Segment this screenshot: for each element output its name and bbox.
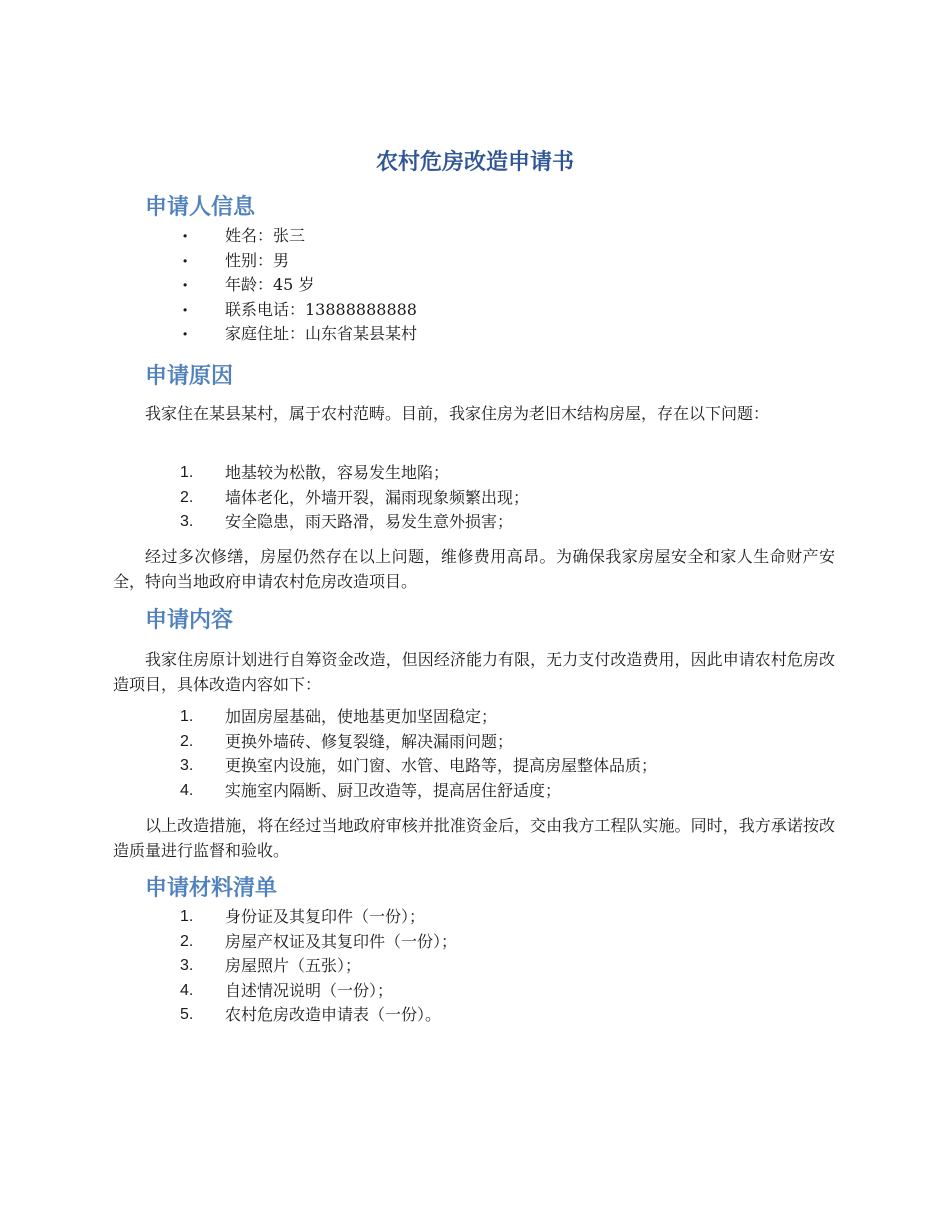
list-number: 2. (180, 488, 194, 506)
list-item-text: 农村危房改造申请表（一份）。 (225, 1005, 442, 1024)
list-item-text: 家庭住址：山东省某县某村 (225, 324, 418, 343)
list-item-text: 房屋照片（五张）； (225, 956, 362, 975)
heading-applicant-info: 申请人信息 (145, 195, 256, 220)
list-number: 4. (180, 781, 194, 799)
list-item-text: 更换外墙砖、修复裂缝，解决漏雨问题； (225, 731, 514, 751)
heading-reason: 申请原因 (145, 364, 234, 389)
list-item-text: 更换室内设施，如门窗、水管、电路等，提高房屋整体品质； (225, 756, 658, 775)
list-number: 1. (180, 708, 194, 725)
list-item-text: 房屋产权证及其复印件（一份）； (225, 931, 458, 951)
list-item-text: 自述情况说明（一份）； (225, 980, 394, 1000)
list-item-text: 姓名：张三 (225, 226, 306, 245)
content-conclusion-paragraph: 以上改造措施，将在经过当地政府审核并批准资金后，交由我方工程队实施。同时，我方承诺按改造质量进行监督和验收。 (113, 816, 835, 860)
bullet-icon: • (183, 327, 188, 341)
list-item-text: 加固房屋基础，使地基更加坚固稳定； (225, 707, 498, 726)
list-number: 4. (180, 981, 194, 999)
document-title: 农村危房改造申请书 (375, 150, 574, 175)
list-item-text: 地基较为松散，容易发生地陷； (225, 463, 450, 482)
heading-content: 申请内容 (145, 608, 234, 633)
list-item-text: 性别：男 (225, 250, 290, 270)
list-item-text: 联系电话：13888888888 (225, 299, 417, 319)
list-number: 1. (180, 908, 194, 925)
list-number: 3. (180, 957, 194, 974)
heading-materials: 申请材料清单 (145, 876, 278, 901)
list-item-text: 年龄：45 岁 (225, 275, 315, 294)
list-number: 1. (180, 464, 194, 481)
reason-intro-paragraph: 我家住在某县某村，属于农村范畴。目前，我家住房为老旧木结构房屋，存在以下问题： (145, 404, 770, 423)
content-intro-paragraph: 我家住房原计划进行自筹资金改造，但因经济能力有限，无力支付改造费用，因此申请农村危房改造项目，具体改造内容如下： (113, 650, 835, 694)
list-number: 5. (180, 1006, 194, 1023)
list-number: 3. (180, 757, 194, 774)
bullet-icon: • (183, 278, 188, 292)
bullet-icon: • (183, 253, 188, 268)
bullet-icon: • (183, 302, 188, 317)
list-number: 2. (180, 732, 194, 750)
reason-conclusion-paragraph: 经过多次修缮，房屋仍然存在以上问题，维修费用高昂。为确保我家房屋安全和家人生命财产安全，特向当地政府申请农村危房改造项目。 (113, 547, 835, 591)
list-item-text: 实施室内隔断、厨卫改造等，提高居住舒适度； (225, 780, 562, 800)
list-number: 2. (180, 932, 194, 950)
list-number: 3. (180, 513, 194, 530)
list-item-text: 身份证及其复印件（一份）； (225, 907, 426, 926)
bullet-icon: • (183, 229, 188, 243)
list-item-text: 安全隐患，雨天路滑，易发生意外损害； (225, 512, 514, 531)
list-item-text: 墙体老化，外墙开裂，漏雨现象频繁出现； (225, 487, 530, 507)
